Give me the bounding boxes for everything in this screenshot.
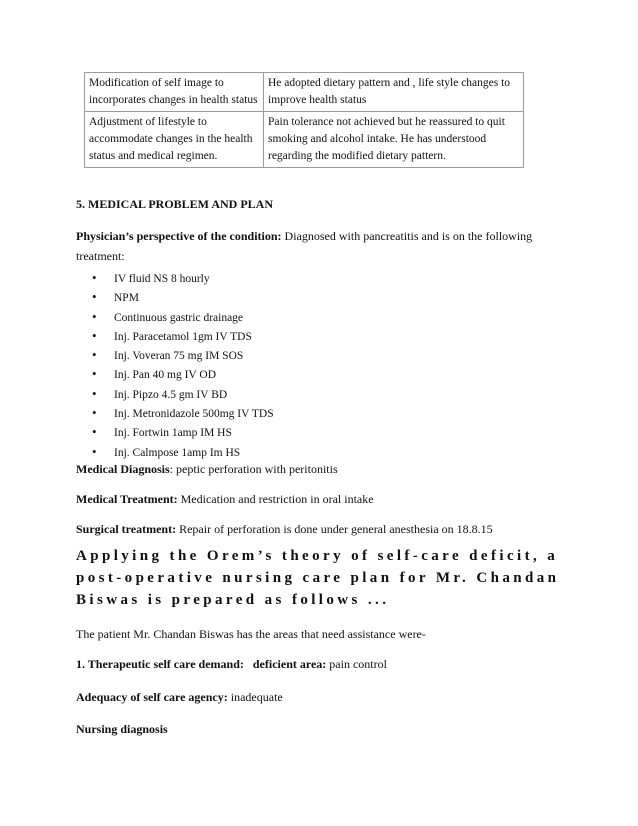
treatment-text: Continuous gastric drainage <box>114 311 244 324</box>
self-care-agency <box>76 690 283 705</box>
treatment-text: Inj. Pan 40 mg IV OD <box>114 369 217 382</box>
nursing-diagnosis-label: Nursing diagnosis <box>76 722 168 736</box>
bullet-icon: • <box>92 289 97 305</box>
demand-label: 1. Therapeutic self care demand: <box>76 657 244 671</box>
medical-diagnosis <box>76 462 338 477</box>
surgical-treatment <box>76 522 493 537</box>
treatment-text: Inj. Fortwin 1amp IM HS <box>114 427 232 440</box>
bullet-icon: • <box>92 385 97 401</box>
bullet-icon: • <box>92 308 97 324</box>
table-cell: Pain tolerance not achieved but he reassured to quit smoking and alcohol intake. He has understood regarding the modified dietary pattern. <box>264 112 524 168</box>
list-item <box>92 345 274 364</box>
list-item <box>92 307 274 326</box>
list-item <box>92 384 274 403</box>
table-row <box>85 73 524 112</box>
bullet-icon: • <box>92 366 97 382</box>
bullet-icon: • <box>92 443 97 459</box>
table-cell: Modification of self image to incorporates changes in health status <box>85 73 264 112</box>
area-label: deficient area: <box>252 657 327 671</box>
surgical-treatment-text: Repair of perforation is done under general anesthesia on 18.8.15 <box>176 522 493 536</box>
table-cell: He adopted dietary pattern and , life style changes to improve health status <box>264 73 524 112</box>
treatment-text: Inj. Calmpose 1amp Im HS <box>114 446 241 459</box>
therapeutic-demand <box>76 657 387 672</box>
nursing-diagnosis <box>76 722 168 737</box>
medical-diagnosis-label: Medical Diagnosis <box>76 462 170 476</box>
treatment-text: Inj. Pipzo 4.5 gm IV BD <box>114 388 228 401</box>
medical-treatment <box>76 492 374 507</box>
agency-value: inadequate <box>227 690 283 704</box>
list-item <box>92 326 274 345</box>
bullet-icon: • <box>92 405 97 421</box>
treatment-list <box>92 268 274 461</box>
treatment-text: Inj. Paracetamol 1gm IV TDS <box>114 330 252 343</box>
bullet-icon: • <box>92 424 97 440</box>
medical-diagnosis-text: : peptic perforation with peritonitis <box>169 462 338 476</box>
list-item <box>92 287 274 306</box>
table-cell: Adjustment of lifestyle to accommodate changes in the health status and medical regimen. <box>85 112 264 168</box>
assessment-table <box>84 72 524 168</box>
list-item <box>92 364 274 383</box>
bullet-icon: • <box>92 270 97 285</box>
table-row <box>85 112 524 168</box>
perspective-label: Physician’s perspective of the condition: <box>76 229 282 243</box>
physician-perspective <box>76 226 556 266</box>
treatment-text: NPM <box>114 292 139 305</box>
area-value: pain control <box>326 657 387 671</box>
section-heading: 5. MEDICAL PROBLEM AND PLAN <box>76 197 274 211</box>
surgical-treatment-label: Surgical treatment: <box>76 522 177 536</box>
treatment-text: IV fluid NS 8 hourly <box>114 273 210 285</box>
bullet-icon: • <box>92 347 97 363</box>
list-item <box>92 268 274 287</box>
perspective-text: Diagnosed with pancreatitis and is on the following treatment: <box>76 229 533 263</box>
list-item <box>92 422 274 441</box>
list-item <box>92 403 274 422</box>
bullet-icon: • <box>92 327 97 343</box>
list-item <box>92 442 274 461</box>
patient-intro: The patient Mr. Chandan Biswas has the areas that need assistance were- <box>76 627 426 641</box>
orem-heading: Applying the Orem’s theory of self-care deficit, a post-operative nursing care plan for Mr. Chandan Biswas is prepared as follows ... <box>76 548 560 608</box>
treatment-text: Inj. Voveran 75 mg IM SOS <box>114 350 244 363</box>
agency-label: Adequacy of self care agency: <box>76 690 228 704</box>
medical-treatment-text: Medication and restriction in oral intake <box>177 492 374 506</box>
medical-treatment-label: Medical Treatment: <box>76 492 178 506</box>
treatment-text: Inj. Metronidazole 500mg IV TDS <box>114 408 274 421</box>
